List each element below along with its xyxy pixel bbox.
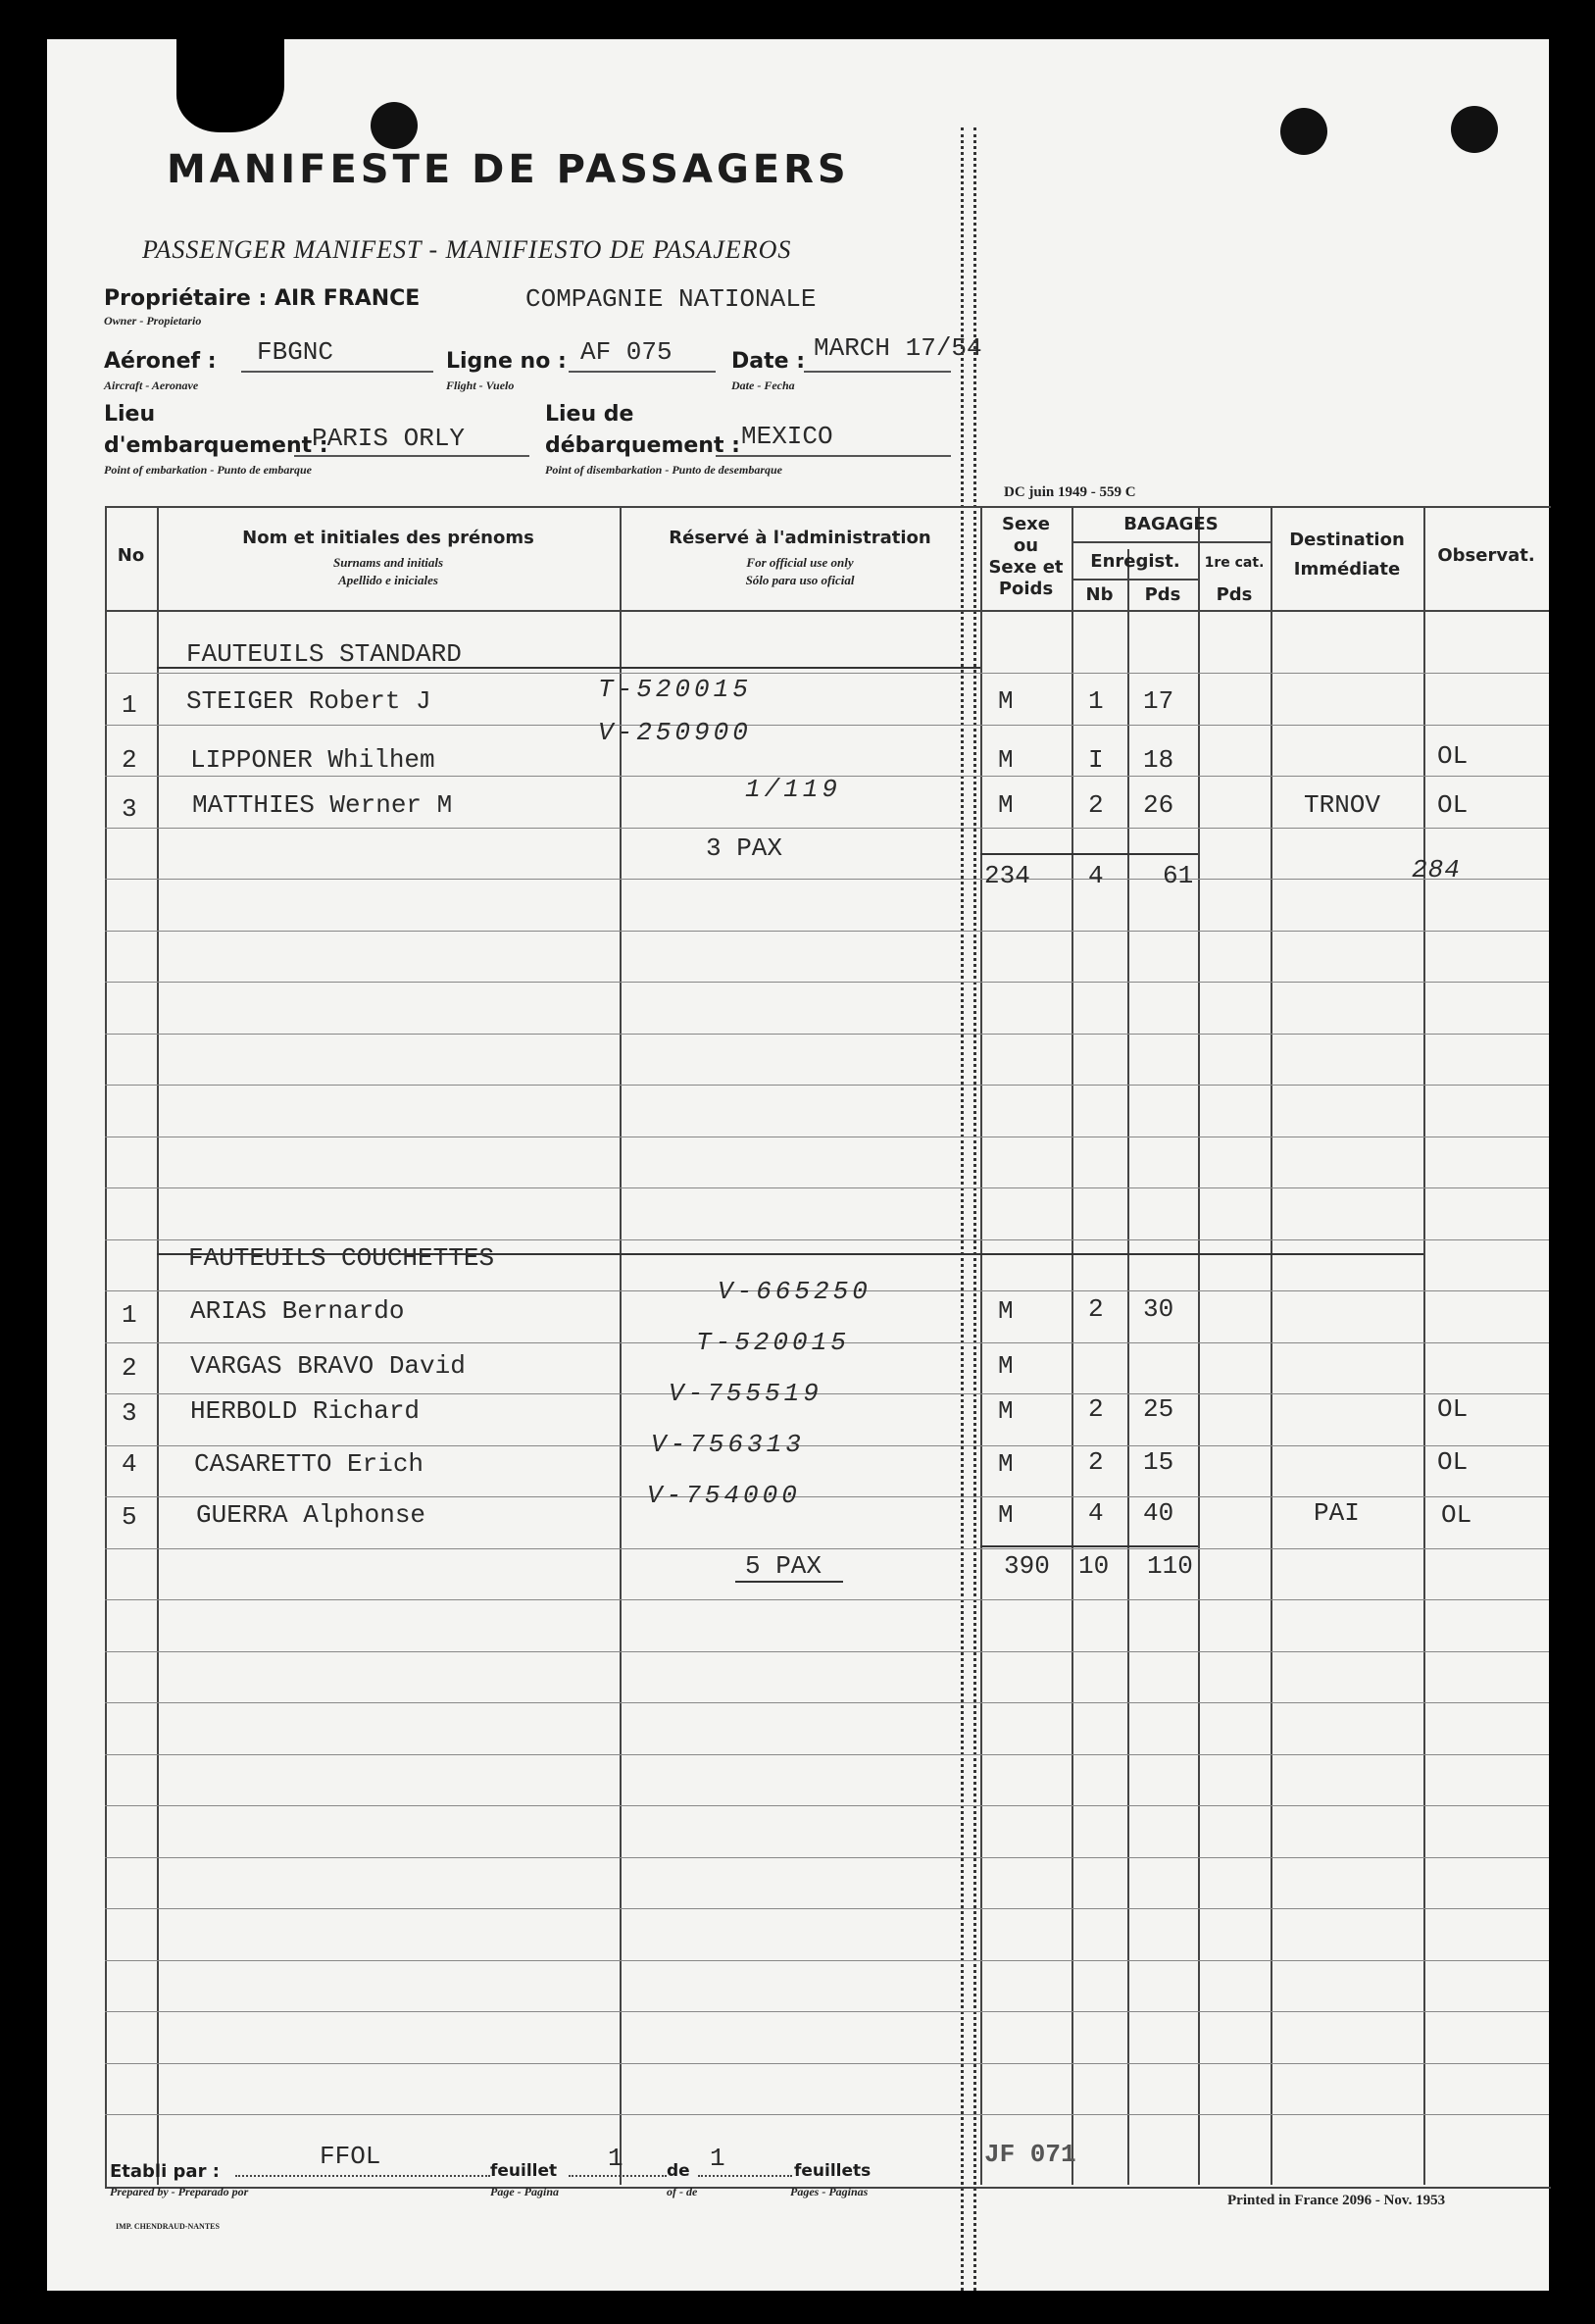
section-standard-pax: 3 PAX — [706, 834, 783, 863]
col-sex-1: Sexe — [1002, 514, 1050, 534]
row-name: LIPPONER Whilhem — [190, 745, 435, 775]
of-sub: of - de — [667, 2185, 698, 2198]
row-no: 1 — [122, 1300, 137, 1330]
col-sex-3: Sexe et — [988, 557, 1064, 578]
row-sex: M — [998, 1296, 1014, 1326]
row-pds: 30 — [1143, 1294, 1174, 1324]
embark-sub: Point of embarkation - Punto de embarque — [104, 463, 313, 477]
sheet-value: 1 — [608, 2144, 623, 2173]
col-observ: Observat. — [1437, 545, 1535, 566]
row-nb: 1 — [1088, 686, 1104, 716]
page-title: MANIFESTE DE PASSAGERS — [167, 147, 850, 192]
torn-edge — [176, 39, 284, 132]
row-admin: T-520015 — [598, 675, 752, 704]
ruled-line — [105, 1239, 1549, 1240]
row-sex: M — [998, 790, 1014, 820]
row-pds: 17 — [1143, 686, 1174, 716]
section-standard-total-weight: 234 — [984, 861, 1030, 890]
row-admin: V-250900 — [598, 718, 752, 747]
printer-credit: IMP. CHENDRAUD-NANTES — [116, 2222, 220, 2231]
date-label: Date : — [731, 349, 806, 374]
row-nb: 4 — [1088, 1498, 1104, 1528]
date-sub: Date - Fecha — [731, 379, 795, 392]
row-admin: V-755519 — [669, 1379, 822, 1408]
aircraft-sub: Aircraft - Aeronave — [104, 379, 199, 392]
embark-label-1: Lieu — [104, 402, 156, 427]
flight-sub: Flight - Vuelo — [446, 379, 515, 392]
sheet-sub: Page - Pagina — [490, 2185, 559, 2198]
aircraft-value: FBGNC — [257, 337, 334, 367]
col-name: Nom et initiales des prénoms — [242, 528, 534, 548]
section-standard-total-pds: 61 — [1163, 861, 1194, 890]
of-value: 1 — [710, 2144, 725, 2173]
row-nb: 2 — [1088, 1294, 1104, 1324]
ruled-line — [105, 1393, 1549, 1394]
owner-value: COMPAGNIE NATIONALE — [525, 284, 817, 314]
ruled-line — [105, 1651, 1549, 1652]
section-standard-title: FAUTEUILS STANDARD — [186, 639, 462, 669]
sheets-sub: Pages - Paginas — [790, 2185, 869, 2198]
established-sub: Prepared by - Preparado por — [110, 2185, 249, 2198]
ruled-line — [105, 1085, 1549, 1086]
ruled-line — [105, 1187, 1549, 1188]
ruled-line — [105, 1960, 1549, 1961]
ruled-line — [105, 1805, 1549, 1806]
page-subtitle: PASSENGER MANIFEST - MANIFIESTO DE PASAJEROS — [142, 235, 792, 264]
row-name: ARIAS Bernardo — [190, 1296, 405, 1326]
row-obs: OL — [1437, 1394, 1469, 1424]
col-name-sub1: Surnams and initials — [333, 555, 443, 570]
flight-label: Ligne no : — [446, 349, 567, 374]
col-pds: Pds — [1144, 584, 1181, 605]
row-pds: 18 — [1143, 745, 1174, 775]
stamp: JF 071 — [984, 2140, 1076, 2169]
col-first-class: 1re cat. — [1204, 555, 1265, 571]
ruled-line — [105, 1754, 1549, 1755]
sheets-label: feuillets — [794, 2161, 872, 2181]
row-name: HERBOLD Richard — [190, 1396, 421, 1426]
row-admin: V-754000 — [647, 1481, 801, 1510]
ruled-line — [105, 1034, 1549, 1035]
row-name: VARGAS BRAVO David — [190, 1351, 466, 1381]
col-registered: Enregist. — [1090, 551, 1180, 572]
row-nb: 2 — [1088, 1394, 1104, 1424]
section-couchettes-title: FAUTEUILS COUCHETTES — [188, 1243, 495, 1273]
established-value: FFOL — [320, 2142, 381, 2171]
row-dest: PAI — [1314, 1498, 1360, 1528]
disembark-value: MEXICO — [741, 422, 833, 451]
row-no: 2 — [122, 745, 137, 775]
section-couchettes-total-nb: 10 — [1078, 1551, 1110, 1581]
row-nb: 2 — [1088, 790, 1104, 820]
col-nb: Nb — [1085, 584, 1114, 605]
ruled-line — [105, 2063, 1549, 2064]
sheet-label: feuillet — [490, 2161, 558, 2181]
row-sex: M — [998, 745, 1014, 775]
ruled-line — [105, 2114, 1549, 2115]
row-pds: 40 — [1143, 1498, 1174, 1528]
col-sex-4: Poids — [998, 579, 1054, 599]
col-baggage: BAGAGES — [1123, 514, 1219, 534]
row-no: 2 — [122, 1353, 137, 1383]
row-obs: OL — [1437, 790, 1469, 820]
col-admin-sub2: Sólo para uso oficial — [745, 573, 855, 587]
row-sex: M — [998, 686, 1014, 716]
row-dest: TRNOV — [1304, 790, 1381, 820]
row-sex: M — [998, 1449, 1014, 1479]
disembark-label-2: débarquement : — [545, 433, 740, 458]
ruled-line — [105, 879, 1549, 880]
punch-hole-right — [1280, 108, 1327, 155]
section-couchettes-pax: 5 PAX — [745, 1551, 822, 1581]
row-obs: OL — [1441, 1500, 1472, 1530]
of-label: de — [667, 2161, 690, 2181]
form-code: DC juin 1949 - 559 C — [1004, 484, 1136, 500]
disembark-sub: Point of disembarkation - Punto de desembarque — [545, 463, 783, 477]
ruled-line — [105, 1445, 1549, 1446]
flight-value: AF 075 — [580, 337, 673, 367]
ruled-line — [105, 1908, 1549, 1909]
owner-label: Propriétaire : AIR FRANCE — [104, 286, 421, 311]
col-destination-1: Destination — [1289, 530, 1405, 550]
row-nb: 2 — [1088, 1447, 1104, 1477]
row-name: CASARETTO Erich — [194, 1449, 424, 1479]
row-no: 5 — [122, 1502, 137, 1532]
row-sex: M — [998, 1351, 1014, 1381]
embark-value: PARIS ORLY — [312, 424, 466, 453]
ruled-line — [105, 1702, 1549, 1703]
established-label: Etabli par : — [110, 2161, 220, 2182]
col-no: No — [117, 545, 145, 566]
punch-hole-right-2 — [1451, 106, 1498, 153]
ruled-line — [105, 725, 1549, 726]
printed-in-france: Printed in France 2096 - Nov. 1953 — [1227, 2193, 1446, 2208]
row-sex: M — [998, 1500, 1014, 1530]
section-couchettes-total-weight: 390 — [1004, 1551, 1050, 1581]
row-admin: V-756313 — [651, 1430, 805, 1459]
row-name: GUERRA Alphonse — [196, 1500, 426, 1530]
punch-hole-left — [371, 102, 418, 149]
row-no: 1 — [122, 690, 137, 720]
row-pds: 15 — [1143, 1447, 1174, 1477]
row-nb: I — [1088, 745, 1104, 775]
row-name: MATTHIES Werner M — [192, 790, 453, 820]
col-destination-2: Immédiate — [1293, 559, 1401, 580]
owner-sub: Owner - Propietario — [104, 314, 202, 328]
row-obs: OL — [1437, 741, 1469, 771]
row-no: 3 — [122, 1398, 137, 1428]
ruled-line — [105, 1857, 1549, 1858]
row-admin: 1/119 — [745, 775, 842, 804]
ruled-line — [105, 1599, 1549, 1600]
ruled-line — [105, 1548, 1549, 1549]
col-admin-sub1: For official use only — [746, 555, 854, 570]
row-name: STEIGER Robert J — [186, 686, 431, 716]
disembark-label-1: Lieu de — [545, 402, 634, 427]
row-pds: 26 — [1143, 790, 1174, 820]
ruled-line — [105, 828, 1549, 829]
ruled-line — [105, 673, 1549, 674]
row-sex: M — [998, 1396, 1014, 1426]
row-no: 4 — [122, 1449, 137, 1479]
ruled-line — [105, 931, 1549, 932]
col-name-sub2: Apellido e iniciales — [338, 573, 438, 587]
row-obs: OL — [1437, 1447, 1469, 1477]
ruled-line — [105, 2011, 1549, 2012]
row-admin: T-520015 — [696, 1328, 850, 1357]
row-no: 3 — [122, 794, 137, 824]
ruled-line — [105, 1496, 1549, 1497]
section-standard-total-obs: 284 — [1412, 855, 1461, 884]
row-admin: V-665250 — [718, 1277, 872, 1306]
date-value: MARCH 17/54 — [814, 333, 982, 363]
section-couchettes-total-pds: 110 — [1147, 1551, 1193, 1581]
col-sex-2: ou — [1013, 535, 1039, 556]
embark-label-2: d'embarquement : — [104, 433, 328, 458]
row-pds: 25 — [1143, 1394, 1174, 1424]
section-standard-total-nb: 4 — [1088, 861, 1104, 890]
col-admin: Réservé à l'administration — [669, 528, 931, 548]
aircraft-label: Aéronef : — [104, 349, 217, 374]
col-pds2: Pds — [1216, 584, 1253, 605]
ruled-line — [105, 982, 1549, 983]
